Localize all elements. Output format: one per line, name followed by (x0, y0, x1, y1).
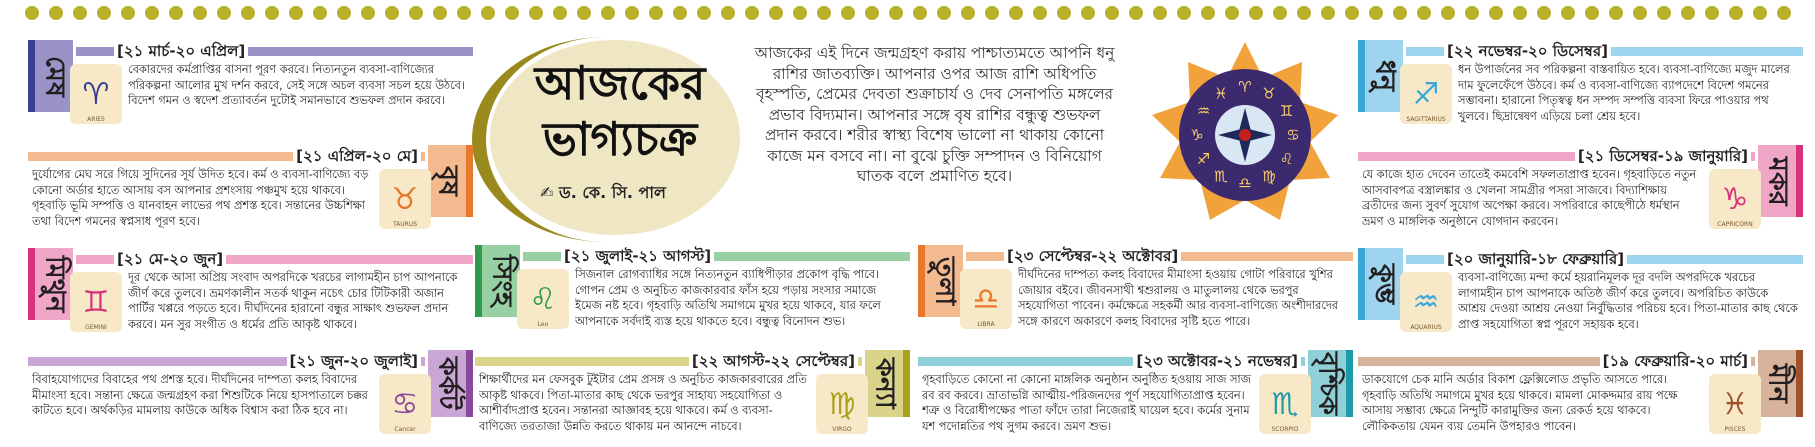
border-dot (1273, 6, 1287, 20)
zodiac-illustration (70, 64, 122, 124)
zodiac-illustration (1259, 374, 1311, 434)
border-dot (529, 6, 543, 20)
zodiac-symbol-icon: ♑ (1721, 181, 1749, 217)
zodiac-caption: Cancer (394, 426, 416, 433)
border-dot (697, 6, 711, 20)
sign-prediction-text: বিবাহযোগ্যদের বিবাহের পথ প্রশস্ত হবে। দীর্ঘদিনের দাম্পত্য কলহ বিবাদের মীমাংসা হবে। সন্তান্য ক্ষেত্রে জন্মগ্রহণ করা শিশুটিকে নিয়ে হাসপাতালে চক্কর কাটতে হবে। অর্থকড়ির মামলায় কাউকে অধিক বিশ্বাস করা ঠিক হবে না। (32, 373, 368, 417)
border-dot (169, 6, 183, 20)
border-dot (1609, 6, 1623, 20)
border-dot (337, 6, 351, 20)
zodiac-illustration (379, 374, 431, 434)
sign-date-range: [২২ আগস্ট-২২ সেপ্টেম্বর] (689, 350, 858, 375)
horoscope-sign-block (28, 40, 473, 140)
zodiac-illustration (816, 374, 868, 434)
zodiac-symbol-icon: ♍ (828, 386, 856, 422)
border-dot (1345, 6, 1359, 20)
zodiac-caption: ARIES (87, 116, 105, 123)
zodiac-caption: LIBRA (977, 321, 995, 328)
zodiac-symbol-icon: ♏ (1271, 386, 1299, 422)
border-dot (1729, 6, 1743, 20)
zodiac-caption: Leo (537, 321, 549, 328)
border-dot (481, 6, 495, 20)
zodiac-illustration (960, 269, 1012, 329)
zodiac-symbol-icon: ♋ (391, 386, 419, 422)
border-dot (1513, 6, 1527, 20)
border-dot (625, 6, 639, 20)
border-dot (1201, 6, 1215, 20)
sign-prediction-text: ব্যবসা-বাণিজ্যে মন্দা কর্মে হয়রানিমূলক দূর বদলি অপরদিকে খরচের লাগামহীন চাপ আপনাকে অতিষ্ঠ জীর্ণ করে তুলবে। অপরিচিত কাউকে আশ্রয় দেওয়া আশ্রয় নেওয়া নির্বুদ্ধিতার পরিচয় হবে। পিতা-মাতার কাছ থেকে প্রাপ্ত সহযোগিতা স্বপ্ন পূরণে সহায়ক হবে। (1458, 271, 1798, 331)
border-dot (433, 6, 447, 20)
wheel-hub (1239, 129, 1251, 141)
sign-date-range: [২০ জানুয়ারি-১৮ ফেব্রুয়ারি] (1444, 248, 1627, 273)
zodiac-glyph: ♌ (1279, 150, 1294, 168)
decorative-dot-border (25, 6, 1795, 24)
pen-icon: ✍ (540, 183, 554, 202)
border-dot (361, 6, 375, 20)
border-dot (1369, 6, 1383, 20)
sign-name: মকর (1758, 145, 1803, 217)
border-dot (193, 6, 207, 20)
horoscope-sign-block (475, 350, 910, 445)
sign-date-range: [২২ নভেম্বর-২০ ডিসেম্বর] (1444, 40, 1611, 65)
sign-date-range: [২৩ সেপ্টেম্বর-২২ অক্টোবর] (1004, 245, 1181, 270)
zodiac-glyph: ♊ (1279, 102, 1294, 120)
sign-prediction-text: দীর্ঘদিনের দাম্পত্য কলহ বিবাদের মীমাংসা হওয়ায় গোটা পরিবারে খুশির জোয়ার বইবে। জীবনসাথী শ্বশুরালয় ও মাতুলালয় থেকে ভরপুর সহযোগিতা পাবেন। কর্মক্ষেত্রে সহকর্মী আর ব্যবসা-বাণিজ্যে অংশীদারদের সঙ্গে কারণে অকারণে কলহ বিবাদের সৃষ্টি হতে পারে। (1018, 268, 1339, 328)
zodiac-caption: GEMINI (85, 324, 107, 331)
zodiac-caption: PISCES (1724, 426, 1746, 433)
border-dot (1561, 6, 1575, 20)
zodiac-caption: CAPRICORN (1717, 221, 1753, 228)
sign-prediction-text: শিক্ষার্থীদের মন ফেসবুক টুইটার প্রেম প্রসঙ্গ ও অনুচিত কাজকারবারের প্রতি আকৃষ্ট থাকবে। পিতা-মাতার কাছ থেকে ভরপুর সাহায্য সহযোগিতা ও আশীর্বাদপ্রাপ্ত হবেন। সন্তানরা আজ্ঞাবহ হয়ে থাকবে। কর্ম ও ব্যবসা-বাণিজ্যে তরতাজা উন্নতি করতে থাকায় মন আনন্দে নাচবে। (479, 373, 807, 433)
border-dot (1297, 6, 1311, 20)
sign-name: মেষ (28, 40, 73, 112)
border-dot (1393, 6, 1407, 20)
border-dot (1417, 6, 1431, 20)
horoscope-sign-block (475, 245, 910, 345)
zodiac-wheel-illustration (1150, 40, 1340, 230)
zodiac-symbol-icon: ♓ (1721, 386, 1749, 422)
horoscope-sign-block (28, 145, 473, 245)
sign-name: বৃশ্চিক (1308, 350, 1353, 417)
zodiac-glyph: ♎ (1238, 174, 1252, 192)
border-dot (1153, 6, 1167, 20)
zodiac-symbol-icon: ♌ (529, 281, 557, 317)
border-dot (25, 6, 39, 20)
border-dot (1465, 6, 1479, 20)
sign-name: মিথুন (28, 248, 73, 320)
horoscope-sign-block (1358, 145, 1803, 245)
border-dot (1705, 6, 1719, 20)
horoscope-sign-block (1358, 40, 1803, 140)
zodiac-symbol-icon: ♉ (391, 181, 419, 217)
border-dot (649, 6, 663, 20)
border-dot (1633, 6, 1647, 20)
zodiac-illustration (1400, 64, 1452, 124)
border-dot (121, 6, 135, 20)
border-dot (673, 6, 687, 20)
zodiac-symbol-icon: ♊ (82, 284, 110, 320)
border-dot (313, 6, 327, 20)
sign-name: কর্কট (428, 350, 473, 417)
border-dot (1105, 6, 1119, 20)
horoscope-sign-block (1358, 248, 1803, 348)
border-dot (97, 6, 111, 20)
sign-prediction-text: ধন উপার্জনের সব পরিকল্পনা বাস্তবায়িত হবে। ব্যবসা-বাণিজ্যে মজুদ মালের দাম ফুলেফেঁপে উঠবে। কর্ম ও ব্যবসা-বাণিজ্যে ব্যাপদেশে বিদেশ গমনের সম্ভাবনা। হারানো পিতৃস্বত্ব ধন সম্পদ সম্পত্তি ব্যবসা ফিরে পাওয়ার পথ খুলবে। ছিদ্রান্বেষণ এড়িয়ে চলা শ্রেয় হবে। (1458, 63, 1790, 123)
zodiac-illustration (517, 269, 569, 329)
border-dot (937, 6, 951, 20)
zodiac-illustration (1709, 169, 1761, 229)
border-dot (577, 6, 591, 20)
sign-name: কুম্ভ (1358, 248, 1403, 320)
sign-prediction-text: বেকারদের কর্মপ্রাপ্তির বাসনা পূরণ করবে। নিত্যনতুন ব্যবসা-বাণিজ্যের পরিকল্পনা আলোর মুখ দর্শন করবে, সেই সঙ্গে অচল ব্যবসা সচল হয়ে উঠবে। বিদেশ গমন ও স্বদেশ প্রত্যাবর্তন দুটোই সমানভাবে শুভফল প্রদান করবে। (128, 63, 465, 107)
sign-date-range: [২৩ অক্টোবর-২১ নভেম্বর] (1133, 350, 1301, 375)
border-dot (1777, 6, 1791, 20)
zodiac-caption: TAURUS (392, 221, 418, 228)
zodiac-caption: SAGITTARIUS (1406, 116, 1446, 123)
border-dot (409, 6, 423, 20)
border-dot (265, 6, 279, 20)
sign-prediction-text: সিজনাল রোগব্যাধির সঙ্গে নিত্যনতুন ব্যাধিপীড়ার প্রকোপ বৃদ্ধি পাবে। গোপন প্রেম ও অনুচিত কাজকারবার ফাঁস হয়ে পড়ায় সংসার সমাজে ইমেজ নষ্ট হবে। গৃহবাড়ি অতিথি সমাগমে মুখর হয়ে থাকবে, যার ফলে আপনাকে সর্বদাই ব্যস্ত হয়ে থাকতে হবে। বন্ধুত্ব বিনোদন শুভ। (575, 268, 881, 328)
border-dot (1321, 6, 1335, 20)
border-dot (1249, 6, 1263, 20)
zodiac-caption: SCORPIO (1271, 426, 1299, 433)
sign-date-range: [২১ এপ্রিল-২০ মে] (293, 145, 421, 170)
page-title: আজকের ভাগ্যচক্র (534, 56, 706, 166)
zodiac-glyph: ♉ (1262, 84, 1276, 103)
zodiac-glyph: ♏ (1214, 167, 1228, 186)
sign-date-range: [১৯ ফেব্রুয়ারি-২০ মার্চ] (1600, 350, 1751, 375)
border-dot (505, 6, 519, 20)
zodiac-illustration (1400, 272, 1452, 332)
zodiac-symbol-icon: ♐ (1412, 76, 1440, 112)
sign-date-range: [২১ ডিসেম্বর-১৯ জানুয়ারি] (1575, 145, 1751, 170)
border-dot (1057, 6, 1071, 20)
zodiac-glyph: ♈ (1238, 78, 1252, 96)
zodiac-symbol-icon: ♎ (972, 281, 1000, 317)
border-dot (1657, 6, 1671, 20)
border-dot (553, 6, 567, 20)
zodiac-glyph: ♒ (1196, 102, 1211, 120)
border-dot (745, 6, 759, 20)
zodiac-illustration (1709, 374, 1761, 434)
border-dot (913, 6, 927, 20)
sign-name: তুলা (918, 245, 963, 317)
zodiac-glyph: ♐ (1196, 150, 1211, 168)
border-dot (73, 6, 87, 20)
zodiac-symbol-icon: ♒ (1412, 284, 1440, 320)
sign-prediction-text: দূর থেকে আসা অপ্রিয় সংবাদ অপরদিকে খরচের লাগামহীন চাপ আপনাকে জীর্ণ করে তুলবে। ভ্রমণকালীন সতর্ক থাকুন নচেৎ চোর টিটিকারী অজান পার্টির খপ্পরে পড়তে হবে। দীর্ঘদিনের হারানো বন্ধুর সাক্ষাৎ শুভফল প্রদান করবে। মন সুর সংগীত ও ধর্মের প্রতি আকৃষ্ট থাকবে। (128, 271, 458, 331)
zodiac-glyph: ♍ (1262, 167, 1276, 186)
border-dot (889, 6, 903, 20)
border-dot (457, 6, 471, 20)
zodiac-illustration (70, 272, 122, 332)
zodiac-glyph: ♋ (1286, 126, 1300, 144)
sign-name: কন্যা (865, 350, 910, 417)
border-dot (1225, 6, 1239, 20)
sign-prediction-text: যে কাজে হাত দেবেন তাতেই কমবেশি সফলতাপ্রাপ্ত হবেন। গৃহবাড়িতে নতুন আসবাবপত্র বস্ত্রালঙ্কার ও খেলনা সামগ্রীর পসরা সাজবে। বিদ্যাশিক্ষায় ব্রতীদের জন্য সুবর্ণ সুযোগ অপেক্ষা করবে। সপরিবারে কাছেপীঠে ধর্মস্থান ভ্রমণ ও মাঙ্গলিক অনুষ্ঠানে যোগদান করবেন। (1362, 168, 1697, 228)
border-dot (1537, 6, 1551, 20)
sign-name: বৃষ (428, 145, 473, 217)
border-dot (217, 6, 231, 20)
sign-prediction-text: গৃহবাড়িতে কোনো না কোনো মাঙ্গলিক অনুষ্ঠান অনুষ্ঠিত হওয়ায় সাজ সাজ রব রব করবে। ভ্রাতাভগ্নি আত্মীয়-পরিজনদের পূর্ণ সহযোগিতাপ্রাপ্ত হবেন। শত্রু ও বিরোধীপক্ষের পাতা ফাঁদে তারা নিজেরাই ঘায়েল হবে। কর্মের সুনাম যশ পদোন্নতির পথ সুগম করবে। ভ্রমণ শুভ। (922, 373, 1251, 433)
border-dot (385, 6, 399, 20)
horoscope-sign-block (918, 350, 1353, 445)
border-dot (1753, 6, 1767, 20)
horoscope-sign-block (1358, 350, 1803, 445)
sign-prediction-text: ডাকযোগে চেক মানি অর্ডার বিকাশ ফ্লেক্সিলোড প্রভৃতি আসতে পারে। গৃহবাড়ি অতিথি সমাগমে মুখর হয়ে থাকবে। মামলা মোকদ্দমার রায় পক্ষে আসায় সম্ভাব্য ক্ষেত্রে নিন্দুটি কারামুক্তির জন্য রেকর্ড হয়ে থাকবে। লৌকিকতায় যেমন ব্যয় তেমনি উপহারও পাবেন। (1362, 373, 1678, 433)
sign-prediction-text: দুর্যোগের মেঘ সরে গিয়ে সুদিনের সূর্য উদিত হবে। কর্ম ও ব্যবসা-বাণিজ্যে বড় কোনো অর্ডার হাতে আসায় বস আপনার প্রশংসায় পঞ্চমুখ হয়ে থাকবে। গৃহবাড়ি ভূমি সম্পত্তি ও যানবাহন লাভের পথ প্রশস্ত হবে। সন্তানের উচ্চশিক্ষা তথা বিদেশ গমনের স্বপ্নসাধ পূরণ হবে। (32, 168, 369, 228)
border-dot (817, 6, 831, 20)
border-dot (289, 6, 303, 20)
border-dot (769, 6, 783, 20)
border-dot (1177, 6, 1191, 20)
sign-date-range: [২১ মে-২০ জুন] (114, 248, 226, 273)
zodiac-illustration (379, 169, 431, 229)
border-dot (1033, 6, 1047, 20)
border-dot (985, 6, 999, 20)
horoscope-sign-block (28, 248, 473, 348)
border-dot (793, 6, 807, 20)
border-dot (49, 6, 63, 20)
sign-name: সিংহ (475, 245, 520, 317)
border-dot (1489, 6, 1503, 20)
border-dot (865, 6, 879, 20)
zodiac-glyph: ♓ (1214, 84, 1228, 103)
border-dot (601, 6, 615, 20)
sign-date-range: [২১ জুন-২০ জুলাই] (287, 350, 422, 375)
border-dot (841, 6, 855, 20)
author-name: ড. কে. সি. পাল (558, 183, 666, 202)
border-dot (1681, 6, 1695, 20)
border-dot (1585, 6, 1599, 20)
author-line (540, 180, 720, 207)
sign-date-range: [২১ মার্চ-২০ এপ্রিল] (114, 40, 248, 65)
border-dot (1441, 6, 1455, 20)
zodiac-symbol-icon: ♈ (82, 76, 110, 112)
horoscope-sign-block (918, 245, 1353, 345)
horoscope-sign-block (28, 350, 473, 445)
sign-name: মীন (1758, 350, 1803, 417)
border-dot (1081, 6, 1095, 20)
border-dot (1129, 6, 1143, 20)
border-dot (721, 6, 735, 20)
border-dot (145, 6, 159, 20)
sign-date-range: [২১ জুলাই-২১ আগস্ট] (561, 245, 714, 270)
border-dot (961, 6, 975, 20)
sign-name: ধনু (1358, 40, 1403, 112)
zodiac-caption: VIRGO (832, 426, 852, 433)
border-dot (1009, 6, 1023, 20)
zodiac-caption: AQUARIUS (1410, 324, 1442, 331)
intro-paragraph: আজকের এই দিনে জন্মগ্রহণ করায় পাশ্চাত্যমতে আপনি ধনু রাশির জাতব্যক্তি। আপনার ওপর আজ রাশি অধিপতি বৃহস্পতি, প্রেমের দেবতা শুক্রাচার্য ও দেব সেনাপতি মঙ্গলের প্রভাব বিদ্যমান। আপনার সঙ্গে বৃষ রাশির বন্ধুত্ব শুভফল প্রদান করবে। শরীর স্বাস্থ্য বিশেষ ভালো না থাকায় কোনো কাজে মন বসবে না। না বুঝে চুক্তি সম্পাদন ও বিনিয়োগ ঘাতক বলে প্রমাণিত হবে। (754, 44, 1115, 185)
border-dot (241, 6, 255, 20)
zodiac-glyph: ♑ (1190, 126, 1204, 144)
